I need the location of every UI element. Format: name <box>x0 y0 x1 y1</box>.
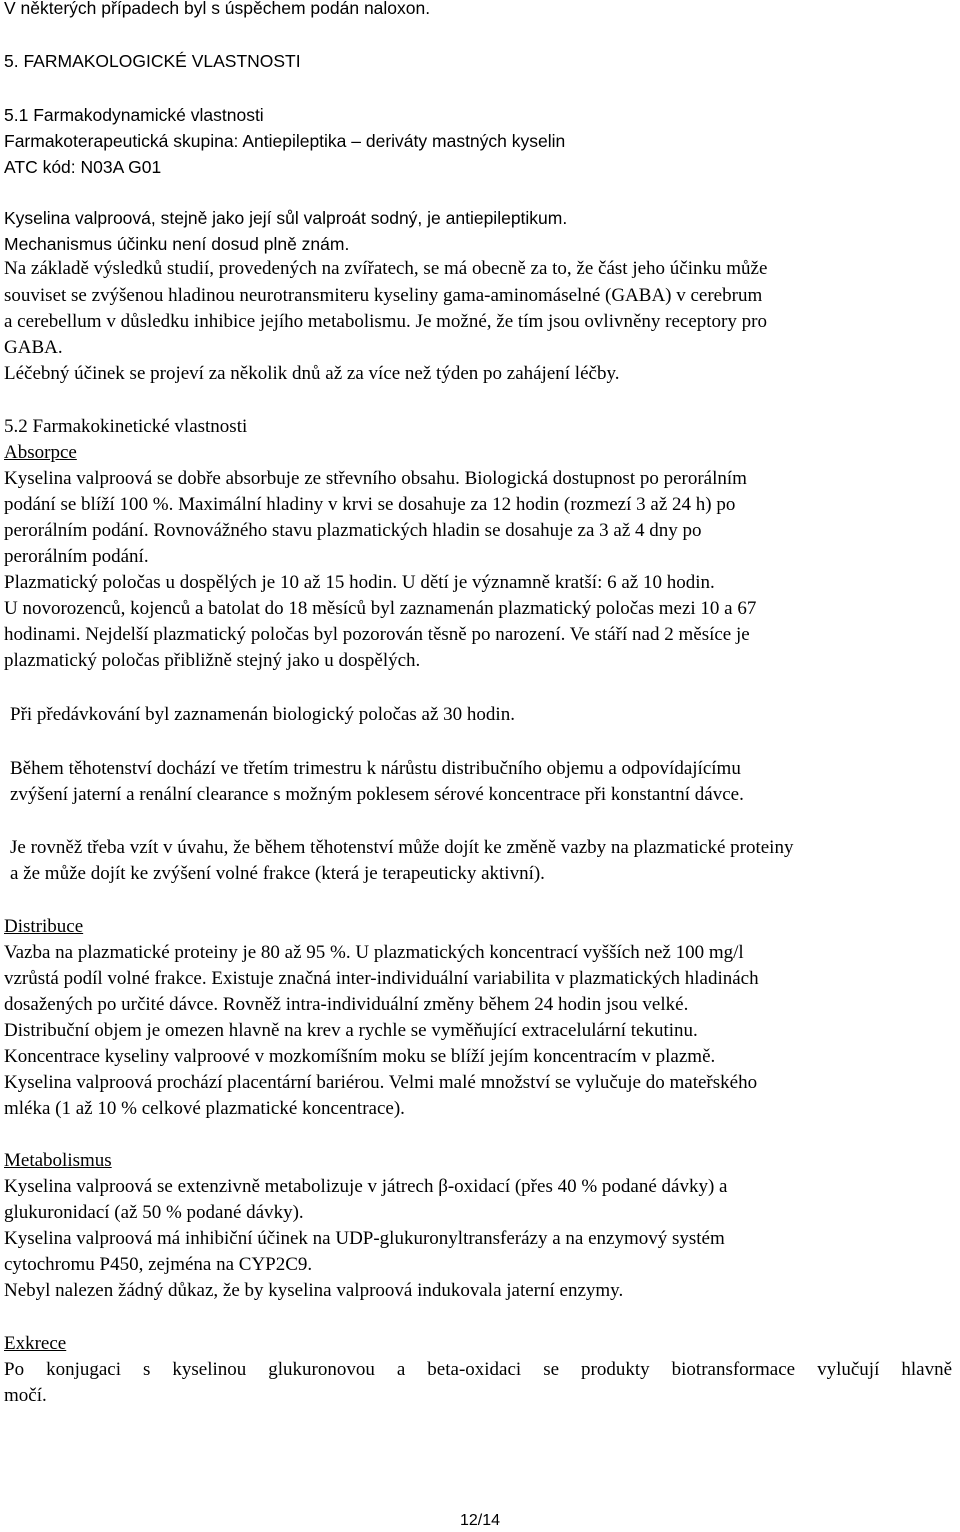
text-line: Koncentrace kyseliny valproové v mozkomíšním moku se blíží jejím koncentracím v plazmě. <box>4 1046 716 1067</box>
text-line: Vazba na plazmatické proteiny je 80 až 95 %. U plazmatických koncentrací vyšších než 100 mg/l <box>4 942 744 963</box>
text-line: perorálním podání. <box>4 546 149 567</box>
subheading-exkrece: Exkrece <box>4 1333 67 1354</box>
subsection-heading: 5.1 Farmakodynamické vlastnosti <box>4 105 264 125</box>
text-line: Kyselina valproová prochází placentární bariérou. Velmi malé množství se vylučuje do mateřského <box>4 1072 758 1093</box>
page-number: 12/14 <box>459 1512 501 1529</box>
text-line: Léčebný účinek se projeví za několik dnů až za více než týden po zahájení léčby. <box>4 363 620 384</box>
text-line: a že může dojít ke zvýšení volné frakce (která je terapeuticky aktivní). <box>10 863 545 884</box>
text-line: U novorozenců, kojenců a batolat do 18 měsíců byl zaznamenán plazmatický poločas mezi 10 a 67 <box>4 598 757 619</box>
subsection-heading: 5.2 Farmakokinetické vlastnosti <box>4 416 248 437</box>
text-line: Plazmatický poločas u dospělých je 10 až 15 hodin. U dětí je významně kratší: 6 až 10 hodin. <box>4 572 715 593</box>
text-line: mléka (1 až 10 % celkové plazmatické koncentrace). <box>4 1098 405 1119</box>
text-line: zvýšení jaterní a renální clearance s možným poklesem sérové koncentrace při konstantní dávce. <box>10 784 744 805</box>
text-line: plazmatický poločas přibližně stejný jako u dospělých. <box>4 650 421 671</box>
text-line: cytochromu P450, zejména na CYP2C9. <box>4 1254 313 1275</box>
subheading-metabolismus: Metabolismus <box>4 1150 112 1171</box>
text-line: Při předávkování byl zaznamenán biologický poločas až 30 hodin. <box>10 704 515 725</box>
text-line: Kyselina valproová se dobře absorbuje ze střevního obsahu. Biologická dostupnost po perorálním <box>4 468 747 489</box>
section-heading: 5. FARMAKOLOGICKÉ VLASTNOSTI <box>4 51 301 71</box>
text-line: Je rovněž třeba vzít v úvahu, že během těhotenství může dojít ke změně vazby na plazmatické proteiny <box>10 837 794 858</box>
text-line: Farmakoterapeutická skupina: Antiepileptika – deriváty mastných kyselin <box>4 131 566 151</box>
text-line: glukuronidací (až 50 % podané dávky). <box>4 1202 304 1223</box>
text-line: vzrůstá podíl volné frakce. Existuje značná inter-individuální variabilita v plazmatických hladinách <box>4 968 759 989</box>
text-line: perorálním podání. Rovnovážného stavu plazmatických hladin se dosahuje za 3 až 4 dny po <box>4 520 702 541</box>
text-line: dosažených po určité dávce. Rovněž intra-individuální změny během 24 hodin jsou velké. <box>4 994 689 1015</box>
text-line: souviset se zvýšenou hladinou neurotransmiteru kyseliny gama-aminomáselné (GABA) v cerebrum <box>4 285 763 306</box>
text-line: hodinami. Nejdelší plazmatický poločas byl pozorován těsně po narození. Ve stáří nad 2 měsíce je <box>4 624 750 645</box>
subheading-absorpce: Absorpce <box>4 442 77 463</box>
text-line: Distribuční objem je omezen hlavně na krev a rychle se vyměňující extracelulární tekutinu. <box>4 1020 698 1041</box>
text-line: Během těhotenství dochází ve třetím trimestru k nárůstu distribučního objemu a odpovídajícímu <box>10 758 741 779</box>
subheading-distribuce: Distribuce <box>4 916 84 937</box>
text-line: V některých případech byl s úspěchem podán naloxon. <box>4 0 431 18</box>
text-line: Na základě výsledků studií, provedených na zvířatech, se má obecně za to, že část jeho účinku může <box>4 258 768 279</box>
text-line: Kyselina valproová se extenzivně metabolizuje v játrech β-oxidací (přes 40 % podané dávky) a <box>4 1176 728 1197</box>
text-line: podání se blíží 100 %. Maximální hladiny v krvi se dosahuje za 12 hodin (rozmezí 3 až 24 h) po <box>4 494 736 515</box>
text-line: Kyselina valproová, stejně jako její sůl valproát sodný, je antiepileptikum. <box>4 208 568 228</box>
text-line: Nebyl nalezen žádný důkaz, že by kyselina valproová indukovala jaterní enzymy. <box>4 1280 624 1301</box>
text-line: Mechanismus účinku není dosud plně znám. <box>4 234 350 254</box>
text-line: GABA. <box>4 337 63 358</box>
text-line: ATC kód: N03A G01 <box>4 157 162 177</box>
text-line: Kyselina valproová má inhibiční účinek na UDP-glukuronyltransferázy a na enzymový systém <box>4 1228 725 1249</box>
text-line: Po konjugaci s kyselinou glukuronovou a beta-oxidaci se produkty biotransformace vylučují hlavně <box>4 1359 952 1380</box>
text-line: močí. <box>4 1385 47 1406</box>
text-line: a cerebellum v důsledku inhibice jejího metabolismu. Je možné, že tím jsou ovlivněny receptory pro <box>4 311 767 332</box>
